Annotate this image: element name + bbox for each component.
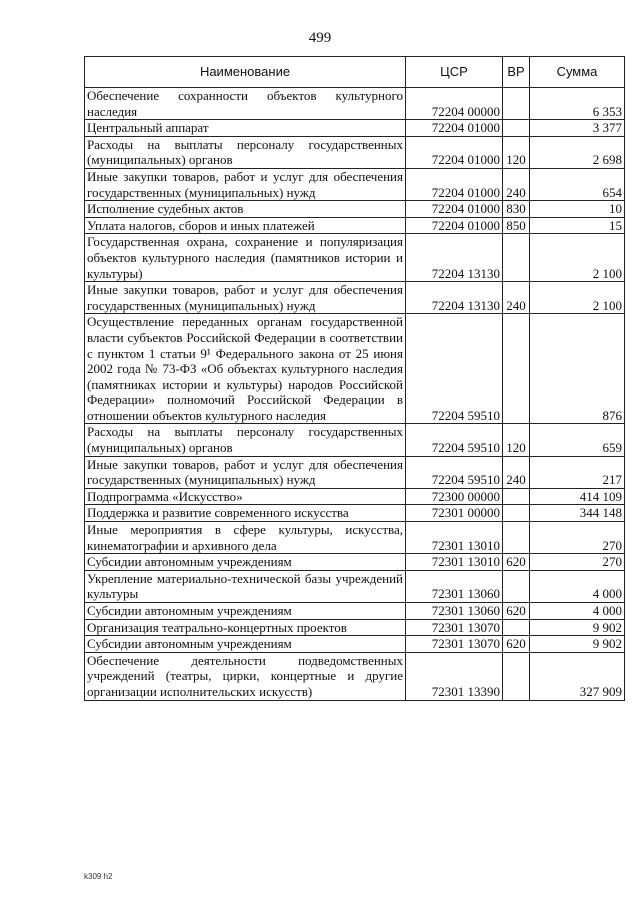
table-row [85,120,625,137]
budget-table [84,56,625,701]
cell-name: Центральный аппарат [85,120,406,137]
cell-csr: 72301 13070 [406,636,503,653]
cell-sum: 659 [530,424,625,456]
page-number: 499 [308,30,332,46]
cell-name: Субсидии автономным учреждениям [85,554,406,571]
table-row [85,282,625,314]
cell-vr: 620 [503,603,530,620]
cell-name: Субсидии автономным учреждениям [85,603,406,620]
header-vr: ВР [503,57,530,88]
cell-name: Субсидии автономным учреждениям [85,636,406,653]
cell-csr: 72301 13390 [406,652,503,700]
cell-sum: 4 000 [530,570,625,602]
cell-name: Уплата налогов, сборов и иных платежей [85,217,406,234]
cell-sum: 3 377 [530,120,625,137]
table-row [85,314,625,424]
cell-sum: 414 109 [530,488,625,505]
cell-vr [503,505,530,522]
cell-name: Иные закупки товаров, работ и услуг для обеспечения государственных (муниципальных) нужд [85,168,406,200]
table-row [85,554,625,571]
cell-sum: 9 902 [530,619,625,636]
cell-vr [503,652,530,700]
cell-vr [503,120,530,137]
table-row [85,201,625,218]
table-row [85,636,625,653]
cell-vr: 240 [503,456,530,488]
table-row [85,88,625,120]
cell-sum: 2 100 [530,282,625,314]
table-row [85,522,625,554]
cell-vr: 120 [503,136,530,168]
cell-csr: 72301 13060 [406,570,503,602]
cell-csr: 72204 13130 [406,282,503,314]
cell-csr: 72300 00000 [406,488,503,505]
cell-vr: 120 [503,424,530,456]
cell-vr [503,88,530,120]
cell-name: Обеспечение сохранности объектов культурного наследия [85,88,406,120]
cell-vr: 620 [503,636,530,653]
cell-vr: 240 [503,282,530,314]
cell-vr [503,570,530,602]
cell-sum: 6 353 [530,88,625,120]
cell-csr: 72301 13070 [406,619,503,636]
cell-vr: 830 [503,201,530,218]
cell-name: Иные закупки товаров, работ и услуг для обеспечения государственных (муниципальных) нужд [85,282,406,314]
cell-csr: 72204 01000 [406,201,503,218]
cell-csr: 72204 13130 [406,234,503,282]
cell-name: Укрепление материально-технической базы учреждений культуры [85,570,406,602]
cell-sum: 10 [530,201,625,218]
cell-csr: 72204 01000 [406,136,503,168]
header-name: Наименование [85,57,406,88]
table-row [85,217,625,234]
cell-csr: 72204 59510 [406,424,503,456]
cell-name: Обеспечение деятельности подведомственных учреждений (театры, цирки, концертные и другие организации исполнительских искусств) [85,652,406,700]
table-row [85,424,625,456]
cell-csr: 72204 01000 [406,120,503,137]
cell-csr: 72204 59510 [406,456,503,488]
cell-name: Исполнение судебных актов [85,201,406,218]
cell-name: Государственная охрана, сохранение и популяризация объектов культурного наследия (памятников истории и культуры) [85,234,406,282]
cell-csr: 72204 00000 [406,88,503,120]
cell-csr: 72301 13010 [406,554,503,571]
table-row [85,570,625,602]
cell-vr [503,619,530,636]
cell-csr: 72301 13060 [406,603,503,620]
table-row [85,619,625,636]
cell-csr: 72204 01000 [406,168,503,200]
cell-name: Организация театрально-концертных проектов [85,619,406,636]
table-row [85,603,625,620]
table-row [85,136,625,168]
cell-name: Поддержка и развитие современного искусства [85,505,406,522]
table-row [85,234,625,282]
cell-vr: 620 [503,554,530,571]
cell-sum: 876 [530,314,625,424]
cell-sum: 654 [530,168,625,200]
table-row [85,168,625,200]
header-csr: ЦСР [406,57,503,88]
table-row [85,456,625,488]
table-row [85,505,625,522]
cell-vr: 240 [503,168,530,200]
cell-vr [503,314,530,424]
cell-name: Расходы на выплаты персоналу государственных (муниципальных) органов [85,424,406,456]
table-row [85,488,625,505]
cell-sum: 270 [530,554,625,571]
cell-sum: 2 100 [530,234,625,282]
cell-name: Расходы на выплаты персоналу государственных (муниципальных) органов [85,136,406,168]
footer-code: k309 h2 [84,872,113,881]
cell-name: Иные закупки товаров, работ и услуг для обеспечения государственных (муниципальных) нужд [85,456,406,488]
cell-name: Осуществление переданных органам государственной власти субъектов Российской Федерации в соответствии с пунктом 1 статьи 9¹ Федерального закона от 25 июня 2002 года № 73-ФЗ «Об объектах культурного наследия (памятниках истории и культуры) народов Российской Федерации» полномочий Российской Федерации в отношении объектов культурного наследия [85,314,406,424]
cell-csr: 72301 00000 [406,505,503,522]
cell-sum: 217 [530,456,625,488]
cell-vr [503,488,530,505]
cell-sum: 4 000 [530,603,625,620]
cell-name: Иные мероприятия в сфере культуры, искусства, кинематографии и архивного дела [85,522,406,554]
table-row [85,652,625,700]
cell-sum: 2 698 [530,136,625,168]
cell-vr [503,522,530,554]
table-header-row [85,57,625,88]
cell-csr: 72204 01000 [406,217,503,234]
cell-sum: 327 909 [530,652,625,700]
cell-csr: 72204 59510 [406,314,503,424]
cell-name: Подпрограмма «Искусство» [85,488,406,505]
cell-vr: 850 [503,217,530,234]
cell-sum: 270 [530,522,625,554]
cell-vr [503,234,530,282]
cell-csr: 72301 13010 [406,522,503,554]
cell-sum: 344 148 [530,505,625,522]
cell-sum: 9 902 [530,636,625,653]
header-sum: Сумма [530,57,625,88]
cell-sum: 15 [530,217,625,234]
